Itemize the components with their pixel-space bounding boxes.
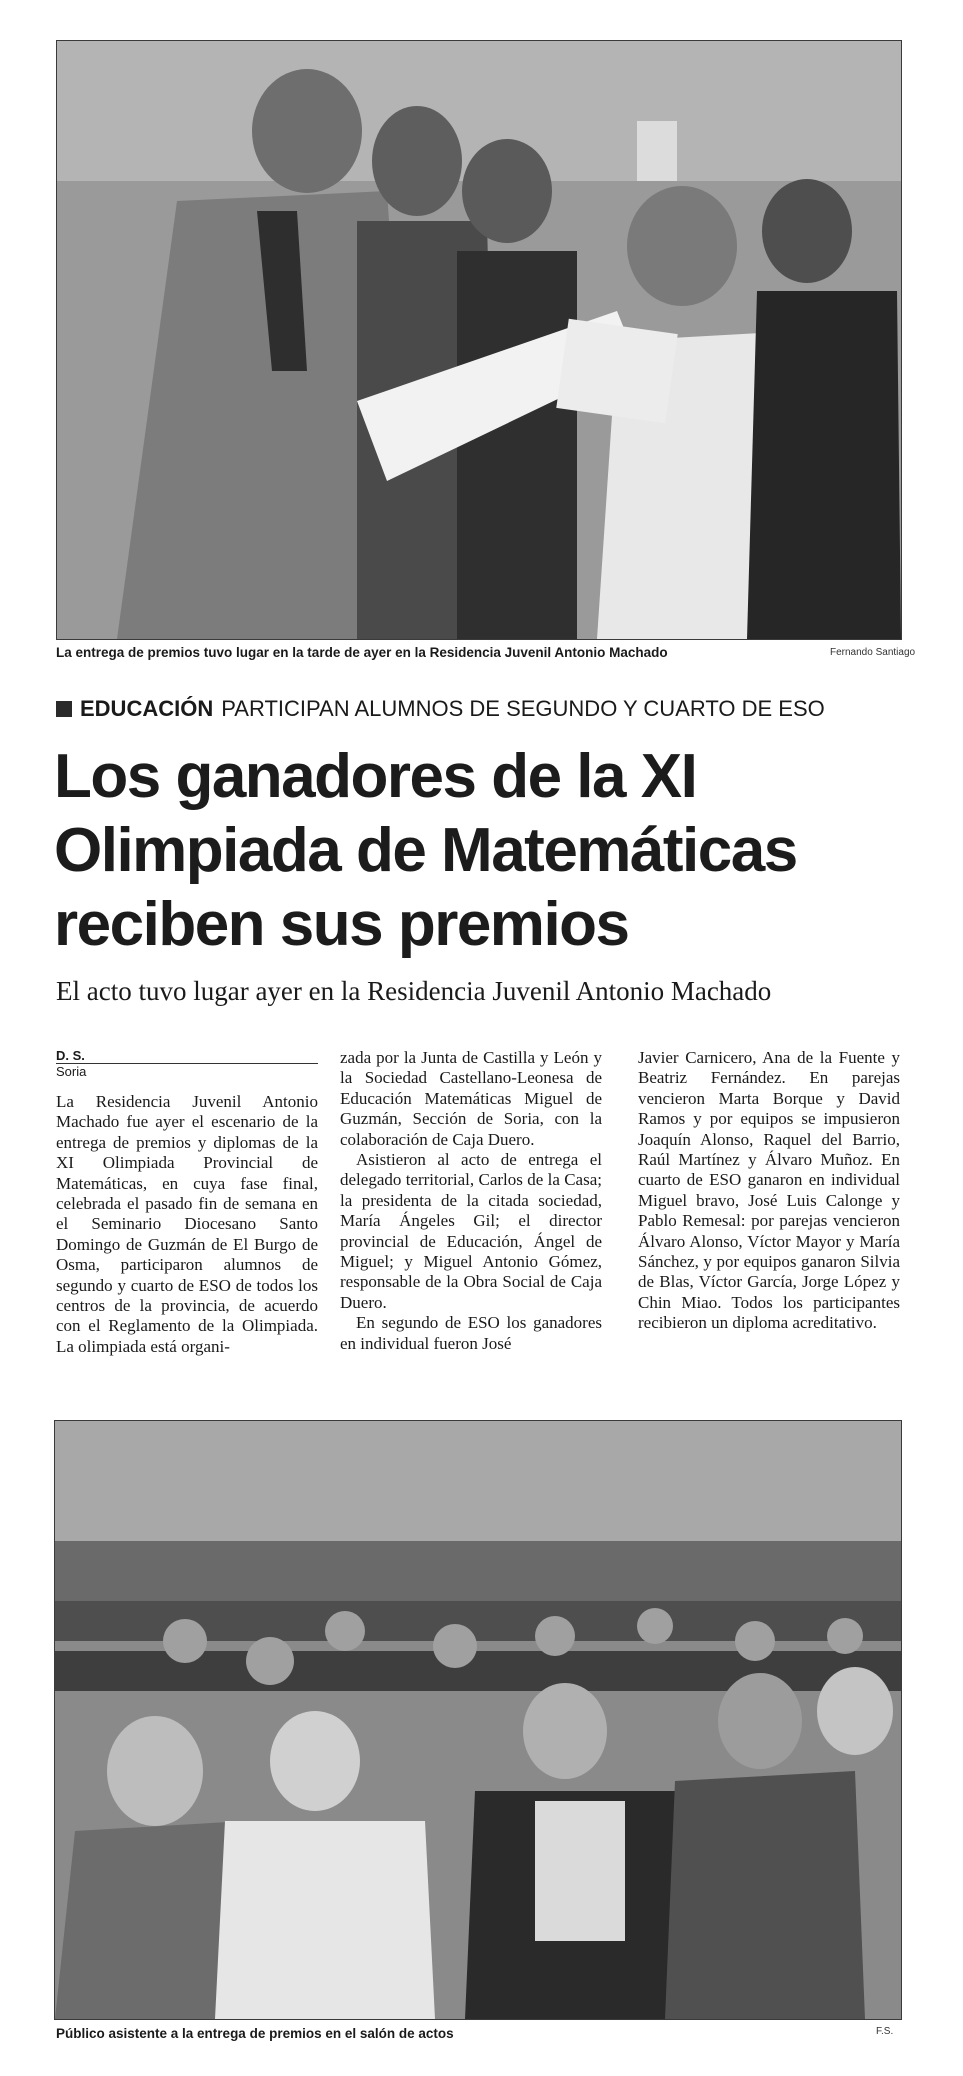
paragraph: En segundo de ESO los ganadores en individual fueron José (340, 1313, 602, 1353)
headline (54, 740, 934, 962)
paragraph: Javier Carnicero, Ana de la Fuente y Beatriz Fernández. En parejas vencieron Marta Borque y David Ramos y por equipos se impusieron Joaquín Alonso, Raquel del Barrio, Raúl Martínez y Álvaro Muñoz. En cuarto de ESO ganaron en individual Miguel bravo, José Luis Calonge y Pablo Remesal: por parejas vencieron Álvaro Alonso, Víctor Mayor y María Sánchez, y por equipos ganaron Silvia de Blas, Víctor García, Jorge López y Chin Miao. Todos los participantes recibieron un diploma acreditativo. (638, 1048, 900, 1333)
subtitle: El acto tuvo lugar ayer en la Residencia Juvenil Antonio Machado (56, 976, 772, 1006)
bottom-photo (54, 1420, 902, 2020)
top-photo (56, 40, 902, 640)
byline-place: Soria (56, 1064, 87, 1079)
top-photo-credit: Fernando Santiago (830, 647, 916, 658)
headline-line: reciben sus premios (54, 890, 629, 959)
bottom-photo-caption: Público asistente a la entrega de premios en el salón de actos (56, 2026, 454, 2041)
headline-line: Olimpiada de Matemáticas (54, 816, 797, 885)
byline-author: D. S. (56, 1048, 318, 1064)
bottom-photo-credit: F.S. (876, 2026, 894, 2037)
paragraph: Asistieron al acto de entrega el delegado territorial, Carlos de la Casa; la presidenta de la citada sociedad, María Ángeles Gil; el director provincial de Educación, Ángel de Miguel; y Miguel Antonio Gómez, responsable de la Obra Social de Caja Duero. (340, 1150, 602, 1312)
section-square-icon (56, 701, 72, 717)
top-photo-caption: La entrega de premios tuvo lugar en la tarde de ayer en la Residencia Juvenil Antonio Machado (56, 645, 668, 660)
section-kicker: PARTICIPAN ALUMNOS DE SEGUNDO Y CUARTO DE ESO (221, 696, 825, 721)
byline (56, 1048, 318, 1079)
article-column-3 (638, 1048, 900, 1334)
headline-line: Los ganadores de la XI (54, 742, 697, 811)
article-column-1 (56, 1092, 318, 1357)
audience-photo-icon (55, 1421, 901, 2019)
paragraph: zada por la Junta de Castilla y León y la Sociedad Castellano-Leonesa de Educación Matemáticas Miguel de Guzmán, Sección de Soria, con la colaboración de Caja Duero. (340, 1048, 602, 1149)
section-label (56, 696, 825, 722)
award-ceremony-photo-icon (57, 41, 901, 639)
paragraph: La Residencia Juvenil Antonio Machado fue ayer el escenario de la entrega de premios y diplomas de la XI Olimpiada Provincial de Matemáticas, en cuya fase final, celebrada el pasado fin de semana en el Seminario Diocesano Santo Domingo de Guzmán de El Burgo de Osma, participaron alumnos de segundo y cuarto de ESO de todos los centros de la provincia, de acuerdo con el Reglamento de la Olimpiada. La olimpiada está organi- (56, 1092, 318, 1356)
article-column-2 (340, 1048, 602, 1354)
section-name: EDUCACIÓN (80, 696, 214, 721)
